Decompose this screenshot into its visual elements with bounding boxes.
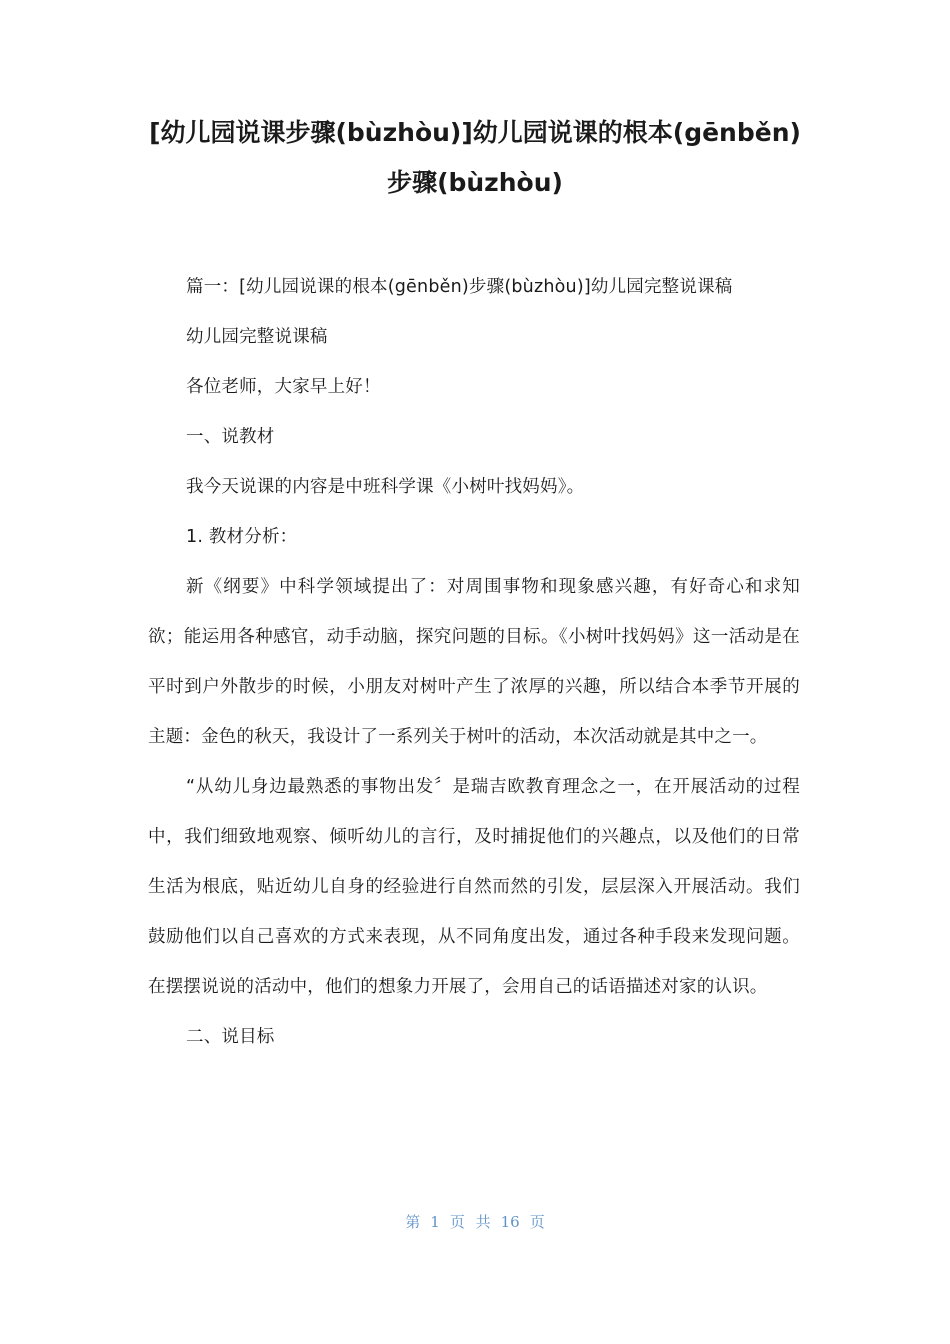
title-line-2: 步骤(bùzhòu) xyxy=(387,168,563,197)
heading-objectives: 二、说目标 xyxy=(186,1027,275,1047)
footer-prefix: 第 xyxy=(405,1213,421,1231)
document-body xyxy=(148,262,800,1062)
paragraph-reggio: “从幼儿身边最熟悉的事物出发〞是瑞吉欧教育理念之一，在开展活动的过程中，我们细致地观察、倾听幼儿的言行，及时捕捉他们的兴趣点，以及他们的日常生活为根底，贴近幼儿自身的经验进行自然而然的引发，层层深入开展活动。我们鼓励他们以自己喜欢的方式来表现，从不同角度出发，通过各种手段来发现问题。在摆摆说说的活动中，他们的想象力开展了，会用自己的话语描述对家的认识。 xyxy=(148,777,800,997)
heading-material-analysis: 1. 教材分析： xyxy=(186,527,298,547)
paragraph-lesson-content: 我今天说课的内容是中班科学课《小树叶找妈妈》。 xyxy=(186,477,585,497)
footer-suffix: 页 xyxy=(529,1213,545,1231)
footer-total-pages: 16 xyxy=(500,1213,520,1231)
document-title xyxy=(110,108,840,208)
paragraph-outline: 新《纲要》中科学领域提出了：对周围事物和现象感兴趣，有好奇心和求知欲；能运用各种感官，动手动脑，探究问题的目标。《小树叶找妈妈》这一活动是在平时到户外散步的时候，小朋友对树叶产生了浓厚的兴趣，所以结合本季节开展的主题：金色的秋天，我设计了一系列关于树叶的活动，本次活动就是其中之一。 xyxy=(148,577,800,747)
page-footer xyxy=(0,1211,950,1232)
title-line-1: [幼儿园说课步骤(bùzhòu)]幼儿园说课的根本(gēnběn) xyxy=(149,118,801,147)
greeting: 各位老师，大家早上好！ xyxy=(186,377,381,397)
heading-teaching-material: 一、说教材 xyxy=(186,427,275,447)
subtitle: 幼儿园完整说课稿 xyxy=(186,327,328,347)
footer-mid: 页 共 xyxy=(449,1213,491,1231)
section-heading-part1: 篇一：[幼儿园说课的根本(gēnběn)步骤(bùzhòu)]幼儿园完整说课稿 xyxy=(186,277,733,297)
footer-current-page: 1 xyxy=(430,1213,440,1231)
